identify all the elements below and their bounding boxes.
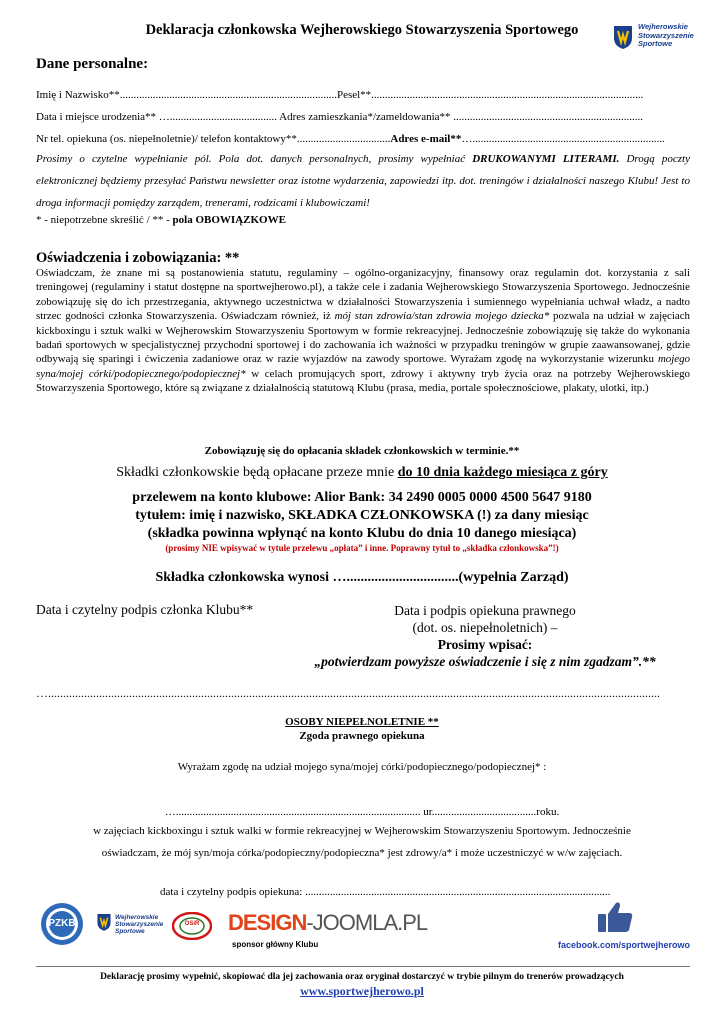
osir-logo-text: OSiR (184, 921, 200, 927)
phone-email-field[interactable] (36, 133, 690, 145)
legend-text: * - niepotrzebne skreślić / ** - (36, 214, 173, 226)
footer-note: Deklarację prosimy wypełnić, skopiować dla jej zachowania oraz oryginał dostarczyć w trybie pilnym do trenerów prowadzących (100, 972, 624, 982)
personal-heading: Dane personalne: (36, 56, 149, 72)
minors-text: w zajęciach kickboxingu i sztuk walki w formie rekreacyjnej w Wejherowskim Stowarzyszeniu Sportowym. Jednocześnie (93, 825, 631, 837)
fee-amount: Składka członkowska wynosi …................................(wypełnia Zarząd) (155, 570, 569, 585)
fee-schedule (0, 465, 724, 481)
child-name-birth-field[interactable]: …......................................................................................... ur......................................roku. (164, 806, 560, 818)
name-pesel-field[interactable]: Imię i Nazwisko**...............................................................................Pesel**................................................................................................... (36, 89, 644, 101)
guardian-line: (dot. os. niepełnoletnich) – (412, 620, 558, 635)
instructions-text-2: Drogą poczty elektronicznej będziemy przesyłać Państwu newsletter oraz istotne wydarzenia, zapowiedzi itp. dot. treningów i działalności naszego Klubu! Jest to droga informacji pomiędzy zarządem, trenerami, rodzicami i klubowiczami! (36, 153, 690, 209)
fee-schedule-text: Składki członkowskie będą opłacane przeze mnie (116, 465, 398, 480)
declaration-part: pozwala na udział w zajęciach kickboxingu i sztuk walki w Wejherowskim Stowarzyszeniu Sportowym w formie rekreacyjnej. Jednocześnie zobowiązuję się także do wykonania badań sportowych w specjalistycznej przychodni sportowej i do zachowania ich ważności w przypadku treningów w grupie zaawansowanej, gdzie odbywają się sparingi i ćwiczenia zadaniowe oraz w razie wyjazdów na zawody sportowe. Wyrażam zgodę na wykorzystanie wizerunku (36, 310, 690, 366)
minors-consent: Wyrażam zgodę na udział mojego syna/mojej córki/podopiecznego/podopiecznej* : (177, 761, 547, 773)
footer-logos (36, 900, 690, 960)
document-title: Deklaracja członkowska Wejherowskiego Stowarzyszenia Sportowego (145, 22, 579, 38)
design-joomla-logo (228, 910, 427, 936)
guardian-request: Prosimy wpisać: (437, 637, 533, 652)
declaration-italic: mojego syna/mojej córki/podopiecznego/podopiecznej* (36, 353, 690, 380)
wss-logo-icon (612, 24, 634, 50)
guardian-line: Data i podpis opiekuna prawnego (394, 603, 576, 618)
facebook-link[interactable]: facebook.com/sportwejherowo (557, 940, 690, 950)
wss-logo-line: Stowarzyszenie (638, 30, 694, 40)
joomla-logo-part: -JOOMLA.PL (306, 910, 428, 935)
cut-line: …............................................................................................................................................................................................................ (36, 686, 660, 700)
guardian-signature-block (290, 602, 680, 670)
member-signature-label: Data i czytelny podpis członka Klubu** (36, 602, 254, 617)
wss-footer-logo-text (115, 914, 163, 935)
phone-label: Nr tel. opiekuna (os. niepełnoletnie)/ telefon kontaktowy**.................................. (36, 133, 391, 145)
wss-logo (608, 20, 708, 54)
declaration-part: Oświadczam, że znane mi są postanowienia statutu, regulaminy – ogólno-organizacyjny, finansowy oraz regulamin dot. korzystania z sali treningowej (regulaminy i statut dostępne na sportwejherowo.pl), a także cele i zadania Wejherowskiego Stowarzyszenia Sportowego. Jednocześnie zobowiązuję się do ich przestrzegania, aktywnego uczestnictwa w działalności Stowarzyszenia i sumiennego wypełniania uchwał władz, a nadto strzec godności członka Stowarzyszenia. Oświadczam również, iż (36, 267, 690, 323)
minors-subheading: Zgoda prawnego opiekuna (299, 730, 425, 742)
fields-legend (36, 214, 690, 226)
bank-account: przelewem na konto klubowe: Alior Bank: 34 2490 0005 0000 4500 5647 9180 (132, 490, 592, 505)
wss-footer-logo-line: Wejherowskie (115, 914, 159, 921)
pzkb-logo-text: PZKB (48, 918, 76, 929)
sponsor-caption: sponsor główny Klubu (232, 940, 319, 949)
fill-instructions (36, 148, 690, 214)
birth-address-field[interactable]: Data i miejsce urodzenia** …....................................... Adres zamieszkania*/zameldowania** ..................................................................... (36, 111, 644, 123)
payment-deadline: (składka powinna wpłynąć na konto Klubu do dnia 10 danego miesiąca) (147, 526, 577, 541)
wss-footer-logo-line: Stowarzyszenie (115, 921, 164, 928)
declarations-heading: Oświadczenia i zobowiązania: ** (36, 250, 240, 266)
wss-logo-line: Wejherowskie (638, 22, 688, 31)
instructions-text: Prosimy o czytelne wypełnianie pól. Pola dot. danych personalnych, prosimy wypełniać (36, 153, 473, 165)
declaration-italic: mój stan zdrowia/stan zdrowia mojego dziecka* (334, 310, 550, 323)
design-logo-part: DESIGN (228, 910, 307, 935)
guardian-signature-field[interactable]: data i czytelny podpis opiekuna: ............................................................................................................... (160, 886, 611, 898)
wss-footer-logo-icon (96, 912, 112, 932)
instructions-emphasis: DRUKOWANYMI LITERAMI. (472, 153, 620, 165)
email-label: Adres e-mail** (390, 133, 462, 145)
transfer-title: tytułem: imię i nazwisko, SKŁADKA CZŁONKOWSKA (!) za dany miesiąc (135, 508, 589, 523)
thumbs-up-icon (596, 900, 634, 934)
wss-logo-line: Sportowe (638, 39, 673, 48)
minors-heading: OSOBY NIEPEŁNOLETNIE ** (285, 716, 439, 728)
legend-mandatory: pola OBOWIĄZKOWE (172, 214, 286, 226)
website-link[interactable]: www.sportwejherowo.pl (300, 984, 424, 998)
minors-text: oświadczam, że mój syn/moja córka/podopieczny/podopieczna* jest zdrowy/a* i może uczestniczyć w w/w zajęciach. (101, 847, 623, 859)
fee-commitment: Zobowiązuję się do opłacania składek członkowskich w terminie.** (204, 445, 520, 457)
guardian-statement: „potwierdzam powyższe oświadczenie i się z nim zgadzam”.** (314, 654, 656, 669)
declaration-part: w celach promujących sport, zdrowy i aktywny tryb życia oraz na potrzeby Wejherowskiego Stowarzyszenia Sportowego, które są związane z działalnością statutową Klubu (prasa, media, portale społecznościowe, plakaty, ulotki, itp.) (36, 367, 691, 395)
transfer-warning: (prosimy NIE wpisywać w tytule przelewu „opłata” i inne. Poprawny tytuł to „składka członkowska”!) (165, 543, 559, 553)
wss-footer-logo-line: Sportowe (115, 928, 145, 935)
email-dots: …...................................................................... (461, 133, 665, 145)
fee-deadline: do 10 dnia każdego miesiąca z góry (397, 465, 608, 480)
footer-divider (36, 966, 690, 967)
declarations-text (36, 266, 690, 396)
